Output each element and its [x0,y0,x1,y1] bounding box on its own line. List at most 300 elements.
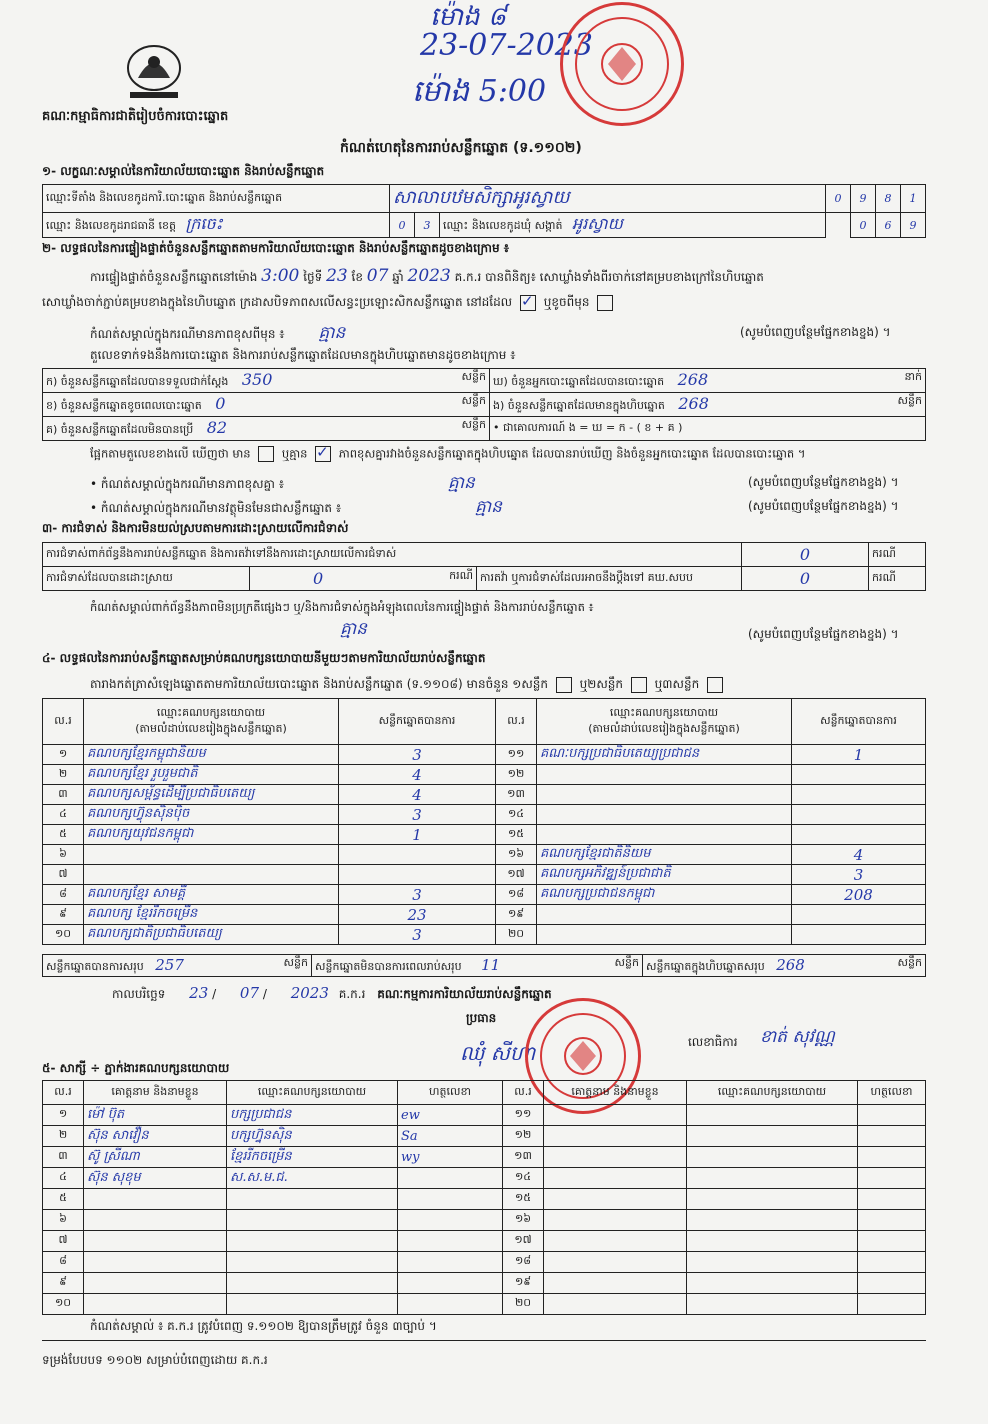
fill-hint: (សូមបំពេញបន្ថែមផ្នែកខាងខ្នង) ។ [748,627,899,641]
sub-b: ឬ២សន្លឹក [579,677,624,691]
witness-signature [858,1147,926,1168]
unit: សន្លឹក [897,955,922,969]
s1-row1-label: ឈ្មោះទីតាំង និងលេខកូដការិ.បោះឆ្នោត និងរាប់សន្លឹកឆ្នោត [43,185,390,213]
witness-party [687,1252,858,1273]
party-no: ២០ [496,925,537,945]
witness-party [227,1252,398,1273]
commune-cell [440,213,826,238]
section1-table [42,184,926,238]
table-row [43,1252,926,1273]
note1-line [90,322,345,347]
col-sign: ហត្ថលេខា [858,1081,926,1105]
kha-label: ខ) ចំនួនសន្លឹកឆ្នោតខូចពេលបោះឆ្នោត [46,399,202,412]
secretary-signature: ខាត់ សុវណ្ណ [760,1027,835,1047]
unit-case: ករណី [869,543,926,567]
extra-note-line [90,496,502,521]
one-sheet-checkbox[interactable] [556,677,572,693]
total-valid-label: សន្លឹកឆ្នោតបានការសរុប [46,959,144,973]
party-no: ១៩ [496,905,537,925]
ko-value: 82 [206,418,228,437]
hw-none: គ្មាន [340,619,367,639]
total-box-label: សន្លឹកឆ្នោតក្នុងហិបឆ្នោតសរុប [646,959,765,973]
three-sheet-checkbox[interactable] [707,677,723,693]
table-row [43,785,926,805]
national-emblem-icon [118,38,190,104]
table-row [43,1189,926,1210]
party-name: គណបក្សខ្មែរ សាមគ្គី [84,885,339,905]
witness-name: ម៉ៅ ប៊ុត [84,1105,227,1126]
diff-note: • កំណត់សម្គាល់ក្នុងករណីមានភាពខុសគ្នា ៖ [90,477,285,491]
party-no: ១ [43,745,84,765]
year-label: ឆ្នាំ [392,270,404,284]
table-row [43,1126,926,1147]
witness-signature [398,1294,503,1315]
party-name: គណបក្សខ្មែរកម្ពុជានិយម [84,745,339,765]
party-no: ៩ [43,905,84,925]
party-votes: 1 [339,825,496,845]
witness-no: ៥ [43,1189,84,1210]
results-table [42,698,926,945]
diff-note-line [90,472,475,497]
witness-name [544,1273,687,1294]
party-name [537,905,792,925]
party-votes: 3 [339,745,496,765]
witness-party [687,1105,858,1126]
commune-code: 9 [901,213,926,238]
kho-value: 268 [677,370,709,389]
province-value: ក្រចេះ [185,214,223,233]
witness-signature [398,1231,503,1252]
witness-name [544,1168,687,1189]
col-votes: សន្លឹកឆ្នោតបានការ [792,699,926,745]
witness-name [544,1210,687,1231]
red-seal-icon [560,2,684,126]
kho-label: ឃ) ចំនួនអ្នកបោះឆ្នោតដែលបានបោះឆ្នោត [493,375,665,388]
witness-name [544,1294,687,1315]
party-no: ៦ [43,845,84,865]
committee-line: គណៈកម្មការការិយាល័យរាប់សន្លឹកឆ្នោត [377,987,552,1001]
witness-signature [398,1273,503,1294]
party-no: ១២ [496,765,537,785]
witness-party: បក្សប្រជាជន [227,1105,398,1126]
witness-party [227,1231,398,1252]
party-name [84,865,339,885]
total-valid: 257 [155,955,184,974]
witness-no: ១៨ [503,1252,544,1273]
party-no: ៧ [43,865,84,885]
party-no: ១៨ [496,885,537,905]
table-row [43,1273,926,1294]
witness-name [544,1147,687,1168]
date-month: 07 [239,984,260,1002]
formula: • ជាគោលការណ៍ ង = ឃ = ក - ( ខ + គ ) [490,417,926,441]
party-votes: 1 [792,745,926,765]
two-sheet-checkbox[interactable] [631,677,647,693]
check-a: ផ្អែកតាមតួលេខខាងលើ ឃើញថា មាន [90,446,251,461]
party-votes: 4 [339,765,496,785]
party-votes [792,805,926,825]
party-votes: 3 [339,805,496,825]
party-name: គណបក្សជាតិប្រជាធិបតេយ្យ [84,925,339,945]
col-party: ឈ្មោះគណបក្សនយោបាយ [227,1081,398,1105]
party-votes: 4 [339,785,496,805]
witness-party [687,1168,858,1189]
witness-table [42,1080,926,1315]
count-intro: តួលេខទាក់ទងនឹងការបោះឆ្នោត និងការរាប់សន្លឹកឆ្នោតដែលមានក្នុងហិបឆ្នោតមានដូចខាងក្រោម ៖ [90,348,516,362]
hw-day: 23 [326,266,348,286]
obj-r2-label: ការជំទាស់ដែលបានដោះស្រាយ [43,567,250,591]
obj-r3-value: 0 [742,567,869,591]
day-label: ថ្ងៃទី [303,270,323,284]
party-no: ១៤ [496,805,537,825]
unit-case: ករណី [869,567,926,591]
col-no: ល.រ [43,1081,84,1105]
totals-table [42,954,926,977]
witness-party [687,1273,858,1294]
table-row [43,865,926,885]
check-line [90,446,805,464]
hw-hour: 3:00 [261,266,300,286]
section5-heading: ៥- សាក្សី ÷ ភ្នាក់ងារគណបក្សនយោបាយ [42,1061,230,1075]
ng-label: ង) ចំនួនសន្លឹកឆ្នោតដែលមានក្នុងហិបឆ្នោត [493,399,665,412]
witness-signature: Sa [398,1126,503,1147]
s1-digit: 1 [901,185,926,213]
fill-hint: (សូមបំពេញបន្ថែមផ្នែកខាងខ្នង) ។ [748,475,899,489]
party-no: ៨ [43,885,84,905]
province-code: 3 [415,213,440,238]
hw-date: 23-07-2023 [420,28,593,63]
witness-name: ស៊ុន សុខុម [84,1168,227,1189]
unit: សន្លឹក [461,418,486,431]
s1-row1-value: សាលាបឋមសិក្សាអូរស្វាយ [390,185,826,213]
footer-note: កំណត់សម្គាល់ ៖ គ.ក.រ ត្រូវបំពេញ ទ.១១០២ ឱ្យបានត្រឹមត្រូវ ចំនួន ៣ច្បាប់ ។ [90,1319,437,1333]
witness-no: ១៥ [503,1189,544,1210]
table-row [43,805,926,825]
witness-no: ១០ [43,1294,84,1315]
date-day: 23 [189,984,209,1002]
verify-text-end: គ.ក.រ បានពិនិត្យ៖ សោឃ្លាំងទាំងពីរចាក់នៅគម្របខាងក្រៅនៃហិបឆ្នោត [454,270,764,284]
party-no: ២ [43,765,84,785]
party-votes: 3 [339,885,496,905]
party-votes [339,845,496,865]
witness-party [227,1210,398,1231]
month-label: ខែ [351,270,363,284]
province-code: 0 [390,213,415,238]
party-no: ៤ [43,805,84,825]
table-row [43,1147,926,1168]
party-no: ១៧ [496,865,537,885]
hw-month: 07 [366,266,389,286]
obj-note: កំណត់សម្គាល់ពាក់ព័ន្ធនឹងភាពមិនប្រក្រតីផ្សេងៗ ឬ/និងការជំទាស់ក្នុងអំឡុងពេលនៃការផ្ទៀងផ្ទាត់ និងការរាប់សន្លឹកឆ្នោត ៖ [90,600,594,614]
witness-no: ៦ [43,1210,84,1231]
witness-no: ១៣ [503,1147,544,1168]
witness-no: ៣ [43,1147,84,1168]
party-no: ១៣ [496,785,537,805]
s1-digit: 0 [826,185,851,213]
col-party: ឈ្មោះគណបក្សនយោបាយ (តាមលំដាប់លេខរៀងក្នុងសន្លឹកឆ្នោត) [84,699,339,745]
section4-heading: ៤- លទ្ធផលនៃការរាប់សន្លឹកឆ្នោតសម្រាប់គណបក្សនយោបាយនីមួយៗតាមការិយាល័យរាប់សន្លឹកឆ្នោត [42,651,486,665]
ng-value: 268 [678,394,709,413]
committee-name: គណៈកម្មាធិការជាតិរៀបចំការបោះឆ្នោត [42,109,229,124]
witness-party: បក្សហ្វ៊ុនស៊ិន [227,1126,398,1147]
total-box: 268 [776,955,805,974]
witness-no: ៤ [43,1168,84,1189]
witness-no: ១៦ [503,1210,544,1231]
chair-signature: ឈុំ សីហា [460,1041,536,1065]
ka-label: ក) ចំនួនសន្លឹកឆ្នោតដែលបានទទួលជាក់ស្តែង [46,375,229,388]
witness-no: ១ [43,1105,84,1126]
unit-case: ករណី [449,569,473,582]
unit: សន្លឹក [897,394,922,407]
table-row [43,1294,926,1315]
chair-label: ប្រធាន [466,1011,497,1025]
witness-name [84,1294,227,1315]
witness-signature [858,1168,926,1189]
kha-value: 0 [215,394,226,413]
verify-line [90,266,764,287]
witness-name [84,1252,227,1273]
table-row [43,765,926,785]
fill-hint: (សូមបំពេញបន្ថែមផ្នែកខាងខ្នង) ។ [740,325,891,339]
secretary-label: លេខាធិការ [688,1035,738,1049]
col-sign: ហត្ថលេខា [398,1081,503,1105]
col-party: ឈ្មោះគណបក្សនយោបាយ (តាមលំដាប់លេខរៀងក្នុងសន្លឹកឆ្នោត) [537,699,792,745]
witness-no: ៨ [43,1252,84,1273]
witness-signature [398,1252,503,1273]
date-year: 2023 [290,984,329,1002]
unit: សន្លឹក [614,955,639,969]
total-invalid: 11 [481,955,501,974]
witness-signature [858,1210,926,1231]
table-row [43,885,926,905]
table-row [43,825,926,845]
no-diff-checkbox[interactable] [315,446,331,462]
table-row [43,745,926,765]
party-votes [792,785,926,805]
witness-name [84,1273,227,1294]
party-votes: 4 [792,845,926,865]
sub-a: តារាងកត់ត្រាសំឡេងឆ្នោតតាមការិយាល័យបោះឆ្នោត និងរាប់សន្លឹកឆ្នោត (ទ.១១០៨) មានចំនួន ១សន្លឹក [90,677,548,691]
hw-none: គ្មាន [474,497,502,517]
unit: សន្លឹក [461,394,486,407]
party-name [537,765,792,785]
verify-text: ការផ្ទៀងផ្ទាត់ចំនួនសន្លឹកឆ្នោតនៅម៉ោង [90,270,258,284]
unit: នាក់ [904,370,922,383]
witness-signature [858,1252,926,1273]
count-table [42,368,926,441]
witness-party [687,1294,858,1315]
party-no: ១៦ [496,845,537,865]
witness-signature [858,1231,926,1252]
witness-no: ១៧ [503,1231,544,1252]
witness-signature [858,1126,926,1147]
witness-no: ៩ [43,1273,84,1294]
party-name: គណបក្សសម្ព័ន្ធដើម្បីប្រជាធិបតេយ្យ [84,785,339,805]
witness-party: ស.ស.ម.ជ. [227,1168,398,1189]
party-name: គណៈបក្សប្រជាធិបតេយ្យប្រជាជន [537,745,792,765]
total-invalid-label: សន្លឹកឆ្នោតមិនបានការពេលរាប់សរុប [315,959,462,973]
witness-signature [398,1189,503,1210]
party-name: គណបក្សខ្មែរ រួបរួមជាតិ [84,765,339,785]
extra-note: • កំណត់សម្គាល់ក្នុងករណីមានវត្ថុមិនមែនជាសន្លឹកឆ្នោត ៖ [90,501,342,515]
col-name: គោត្តនាម និងនាមខ្លួន [84,1081,227,1105]
date-label: កាលបរិច្ឆេទ [112,987,166,1001]
witness-name: ស៊ុន សាវឿន [84,1126,227,1147]
commune-value: អូរស្វាយ [572,214,623,233]
col-votes: សន្លឹកឆ្នោតបានការ [339,699,496,745]
witness-party [687,1189,858,1210]
damaged-checkbox[interactable] [597,295,613,311]
party-no: ៣ [43,785,84,805]
party-votes: 3 [339,925,496,945]
witness-no: ១២ [503,1126,544,1147]
section1-heading: ១- លក្ខណៈសម្គាល់នៃការិយាល័យបោះឆ្នោត និងរាប់សន្លឹកឆ្នោត [42,164,325,178]
objection-table [42,542,926,591]
party-votes [792,765,926,785]
obj-r3-label: ការតវ៉ា ឬការជំទាស់ដែលរអាចនឹងប្ដឹងទៅ គឃ.សបប [477,567,742,591]
witness-signature: ew [398,1105,503,1126]
table-row [43,1105,926,1126]
sub-c: ឬ៣សន្លឹក [654,677,700,691]
witness-name [544,1189,687,1210]
s1-digit: 9 [851,185,876,213]
table-row [43,1231,926,1252]
hw-none: គ្មាន [318,323,346,343]
witness-name [84,1231,227,1252]
hw-top-text: ម៉ោង ៨ [430,2,507,32]
witness-party [687,1126,858,1147]
witness-name [544,1252,687,1273]
s1-digit: 8 [876,185,901,213]
party-name: គណបក្សអភិវឌ្ឍន៍ប្រជាជាតិ [537,865,792,885]
fill-hint: (សូមបំពេញបន្ថែមផ្នែកខាងខ្នង) ។ [748,499,899,513]
witness-party [687,1231,858,1252]
obj-r1-label: ការជំទាស់ពាក់ព័ន្ធនឹងការរាប់សន្លឹកឆ្នោត និងការតវ៉ាទៅនឹងការដោះស្រាយលើការជំទាស់ [43,543,742,567]
witness-party [687,1147,858,1168]
seal-text: សោឃ្លាំងចាក់ភ្ជាប់គម្របខាងក្នុងនៃហិបឆ្នោត ក្រដាសបិទភាពសលើសន្ធះប្រឡោះសិកសន្លឹកឆ្នោត នៅដដែល [42,295,513,309]
witness-signature [858,1273,926,1294]
obj-r2-cell [250,567,477,591]
witness-party [227,1294,398,1315]
col-name: គោត្តនាម និងនាមខ្លួន [544,1081,687,1105]
witness-party: ខ្មែររីកចម្រើន [227,1147,398,1168]
party-votes: 3 [792,865,926,885]
witness-signature [858,1105,926,1126]
ko-label: គ) ចំនួនសន្លឹកឆ្នោតដែលមិនបានប្រើ [46,423,194,436]
party-votes [339,865,496,885]
witness-party [227,1189,398,1210]
witness-no: ១៩ [503,1273,544,1294]
col-no: ល.រ [503,1081,544,1105]
hw-time: ម៉ោង 5:00 [412,74,547,109]
commune-code: 0 [851,213,876,238]
damaged-label: ឬខូចពីមុន [543,295,590,309]
table-row [43,1210,926,1231]
party-no: ៥ [43,825,84,845]
party-votes [792,905,926,925]
party-votes [792,825,926,845]
table-row [43,925,926,945]
table-row [43,1168,926,1189]
witness-no: ២០ [503,1294,544,1315]
form-title: កំណត់ហេតុនៃការរាប់សន្លឹកឆ្នោត (ទ.១១០២) [340,140,582,156]
witness-name [544,1126,687,1147]
party-name [537,925,792,945]
witness-no: ៧ [43,1231,84,1252]
col-party: ឈ្មោះគណបក្សនយោបាយ [687,1081,858,1105]
unit: សន្លឹក [283,955,308,969]
obj-r2-value: 0 [313,569,324,588]
intact-checkbox[interactable] [520,295,536,311]
party-votes [792,925,926,945]
obj-r1-value: 0 [742,543,869,567]
table-row [43,845,926,865]
witness-signature [858,1294,926,1315]
party-name [84,845,339,865]
footer-divider [42,1340,926,1341]
witness-name [84,1210,227,1231]
verify-line2 [42,294,617,312]
witness-signature [398,1168,503,1189]
note1-label: កំណត់សម្គាល់ក្នុងករណីមានភាពខុសពីមុន ៖ [90,327,285,341]
witness-party [687,1210,858,1231]
commune-label: ឈ្មោះ និងលេខកូដឃុំ សង្កាត់ [443,219,563,232]
witness-name [544,1231,687,1252]
hw-none: គ្មាន [447,473,475,493]
party-name: គណបក្ស ខ្មែររីកចម្រើន [84,905,339,925]
party-name [537,805,792,825]
check-b: ឬគ្មាន [281,446,308,461]
province-label: ឈ្មោះ និងលេខកូដរាជធានី ខេត្ត [46,219,176,232]
commune-code: 6 [876,213,901,238]
witness-no: ២ [43,1126,84,1147]
party-name [537,785,792,805]
section2-heading: ២- លទ្ធផលនៃការផ្ទៀងផ្ទាត់ចំនួនសន្លឹកឆ្នោតតាមការិយាល័យបោះឆ្នោត និងរាប់សន្លឹកឆ្នោតដូចខាងក្រោម ៖ [42,241,510,255]
party-no: ១០ [43,925,84,945]
witness-no: ១១ [503,1105,544,1126]
witness-party [227,1273,398,1294]
s1-row2-label [43,213,390,238]
date-sign: គ.ក.រ [338,987,366,1001]
ka-value: 350 [241,370,273,389]
party-no: ១១ [496,745,537,765]
col-no: ល.រ [496,699,537,745]
party-votes: 208 [792,885,926,905]
witness-no: ១៤ [503,1168,544,1189]
has-diff-checkbox[interactable] [258,446,274,462]
party-name [537,825,792,845]
table-row [43,905,926,925]
witness-name: ស៊ូ ស្រីណា [84,1147,227,1168]
witness-name [84,1189,227,1210]
section3-heading: ៣- ការជំទាស់ និងការមិនយល់ស្របតាមការដោះស្រាយលើការជំទាស់ [42,521,349,535]
witness-signature [858,1189,926,1210]
witness-name [544,1105,687,1126]
date-line: កាលបរិច្ឆេទ 23 / 07 / 2023 គ.ក.រ គណៈកម្មការការិយាល័យរាប់សន្លឹកឆ្នោត [112,984,552,1002]
col-no: ល.រ [43,699,84,745]
witness-signature [398,1210,503,1231]
witness-signature: wy [398,1147,503,1168]
party-votes: 23 [339,905,496,925]
form-id: ទម្រង់បែបបទ ១១០២ សម្រាប់បំពេញដោយ គ.ក.រ [42,1353,268,1367]
unit: សន្លឹក [461,370,486,383]
hw-year: 2023 [407,266,451,286]
party-name: គណបក្សហ៊្វុនស៊ិនប៉ិច [84,805,339,825]
party-name: គណបក្សយុវជនកម្ពុជា [84,825,339,845]
check-c: ភាពខុសគ្នារវាងចំនួនសន្លឹកឆ្នោតក្នុងហិបឆ្នោត ដែលបានរាប់ឃើញ និងចំនួនអ្នកបោះឆ្នោត ដែលបានបោះឆ្នោត ។ [338,446,806,461]
sheet-count-line [90,676,727,694]
party-name: គណបក្សខ្មែរជាតិនិយម [537,845,792,865]
